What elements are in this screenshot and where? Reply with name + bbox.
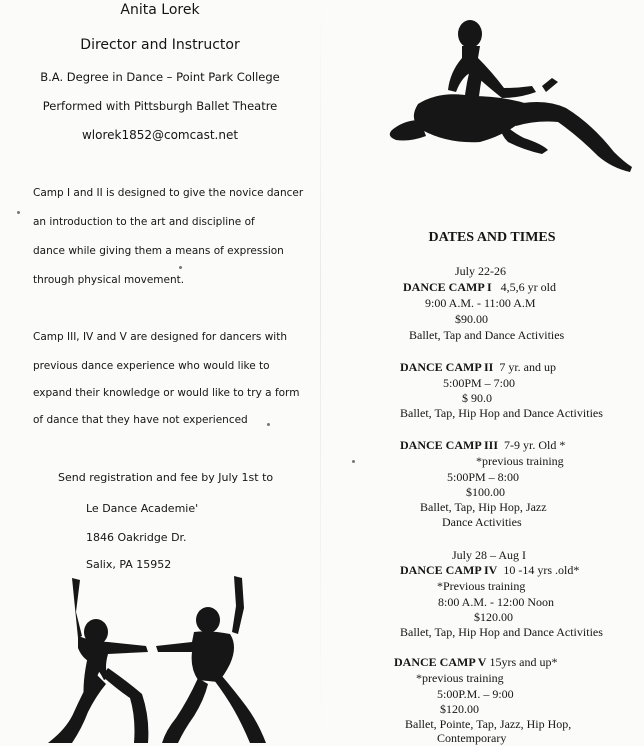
intro-line: Camp III, IV and V are designed for dancers with	[33, 331, 287, 343]
speck	[352, 460, 355, 463]
intro-line: through physical movement.	[33, 274, 185, 286]
instructor-email: wlorek1852@comcast.net	[81, 128, 239, 142]
camp-time: 5:00PM – 7:00	[443, 376, 516, 390]
registration-line: Le Dance Academie'	[86, 502, 199, 515]
camp-age: 7 yr. and up	[499, 360, 557, 374]
registration-line: 1846 Oakridge Dr.	[86, 531, 187, 544]
intro-line: expand their knowledge or would like to try a form	[33, 387, 300, 399]
camp-note: *previous training	[476, 454, 564, 468]
speck	[179, 266, 182, 269]
camp-age: 7-9 yr. Old *	[504, 438, 566, 452]
session-1-dates: July 22-26	[455, 264, 506, 278]
camp-title: DANCE CAMP II	[400, 360, 494, 374]
camp-activities: Contemporary	[437, 731, 507, 745]
camp-age: 10 -14 yrs .old*	[503, 563, 580, 577]
intro-line: previous dance experience who would like to	[33, 360, 270, 372]
speck	[17, 211, 20, 214]
camp-time: 5:00P.M. – 9:00	[437, 687, 514, 701]
page-fold	[320, 0, 321, 743]
camp-price: $100.00	[466, 485, 505, 499]
camp-title: DANCE CAMP IV	[400, 563, 498, 577]
camp-activities: Ballet, Tap, Hip Hop, Jazz	[420, 500, 547, 514]
intro-line: Camp I and II is designed to give the novice dancer	[33, 187, 304, 199]
registration-line: Salix, PA 15952	[86, 558, 172, 571]
registration-line: Send registration and fee by July 1st to	[58, 471, 274, 484]
camp-activities: Ballet, Tap and Dance Activities	[409, 328, 565, 342]
camp-title: DANCE CAMP III	[400, 438, 499, 452]
camp-price: $120.00	[474, 610, 513, 624]
session-2-dates: July 28 – Aug I	[452, 548, 527, 562]
camp-note: *Previous training	[437, 579, 526, 593]
camp-time: 9:00 A.M. - 11:00 A.M	[425, 296, 536, 310]
intro-line: an introduction to the art and discipline of	[33, 216, 255, 228]
intro-line: dance while giving them a means of expression	[33, 245, 284, 257]
ballerina-silhouette	[352, 12, 642, 177]
camp-activities: Dance Activities	[442, 515, 522, 529]
camp-price: $ 90.0	[462, 391, 492, 405]
camp-note: *previous training	[416, 671, 504, 685]
camp-title: DANCE CAMP I	[403, 280, 492, 294]
camp-price: $90.00	[455, 312, 488, 326]
camp-age: 4,5,6 yr old	[500, 280, 557, 294]
instructor-degree: B.A. Degree in Dance – Point Park College	[40, 70, 280, 84]
dance-couple-silhouette	[38, 572, 268, 743]
intro-line: of dance that they have not experienced	[33, 414, 248, 426]
instructor-role: Director and Instructor	[80, 37, 240, 53]
camp-price: $120.00	[440, 702, 479, 716]
instructor-name: Anita Lorek	[120, 2, 200, 18]
camp-time: 8:00 A.M. - 12:00 Noon	[438, 595, 555, 609]
speck	[267, 423, 270, 426]
camp-age: 15yrs and up*	[489, 655, 558, 669]
schedule-heading: DATES AND TIMES	[428, 230, 556, 245]
camp-activities: Ballet, Tap, Hip Hop and Dance Activities	[400, 406, 603, 420]
camp-title: DANCE CAMP V	[394, 655, 487, 669]
instructor-performed: Performed with Pittsburgh Ballet Theatre	[42, 99, 278, 113]
camp-activities: Ballet, Pointe, Tap, Jazz, Hip Hop,	[405, 717, 572, 731]
camp-time: 5:00PM – 8:00	[447, 470, 520, 484]
camp-activities: Ballet, Tap, Hip Hop and Dance Activities	[400, 625, 603, 639]
